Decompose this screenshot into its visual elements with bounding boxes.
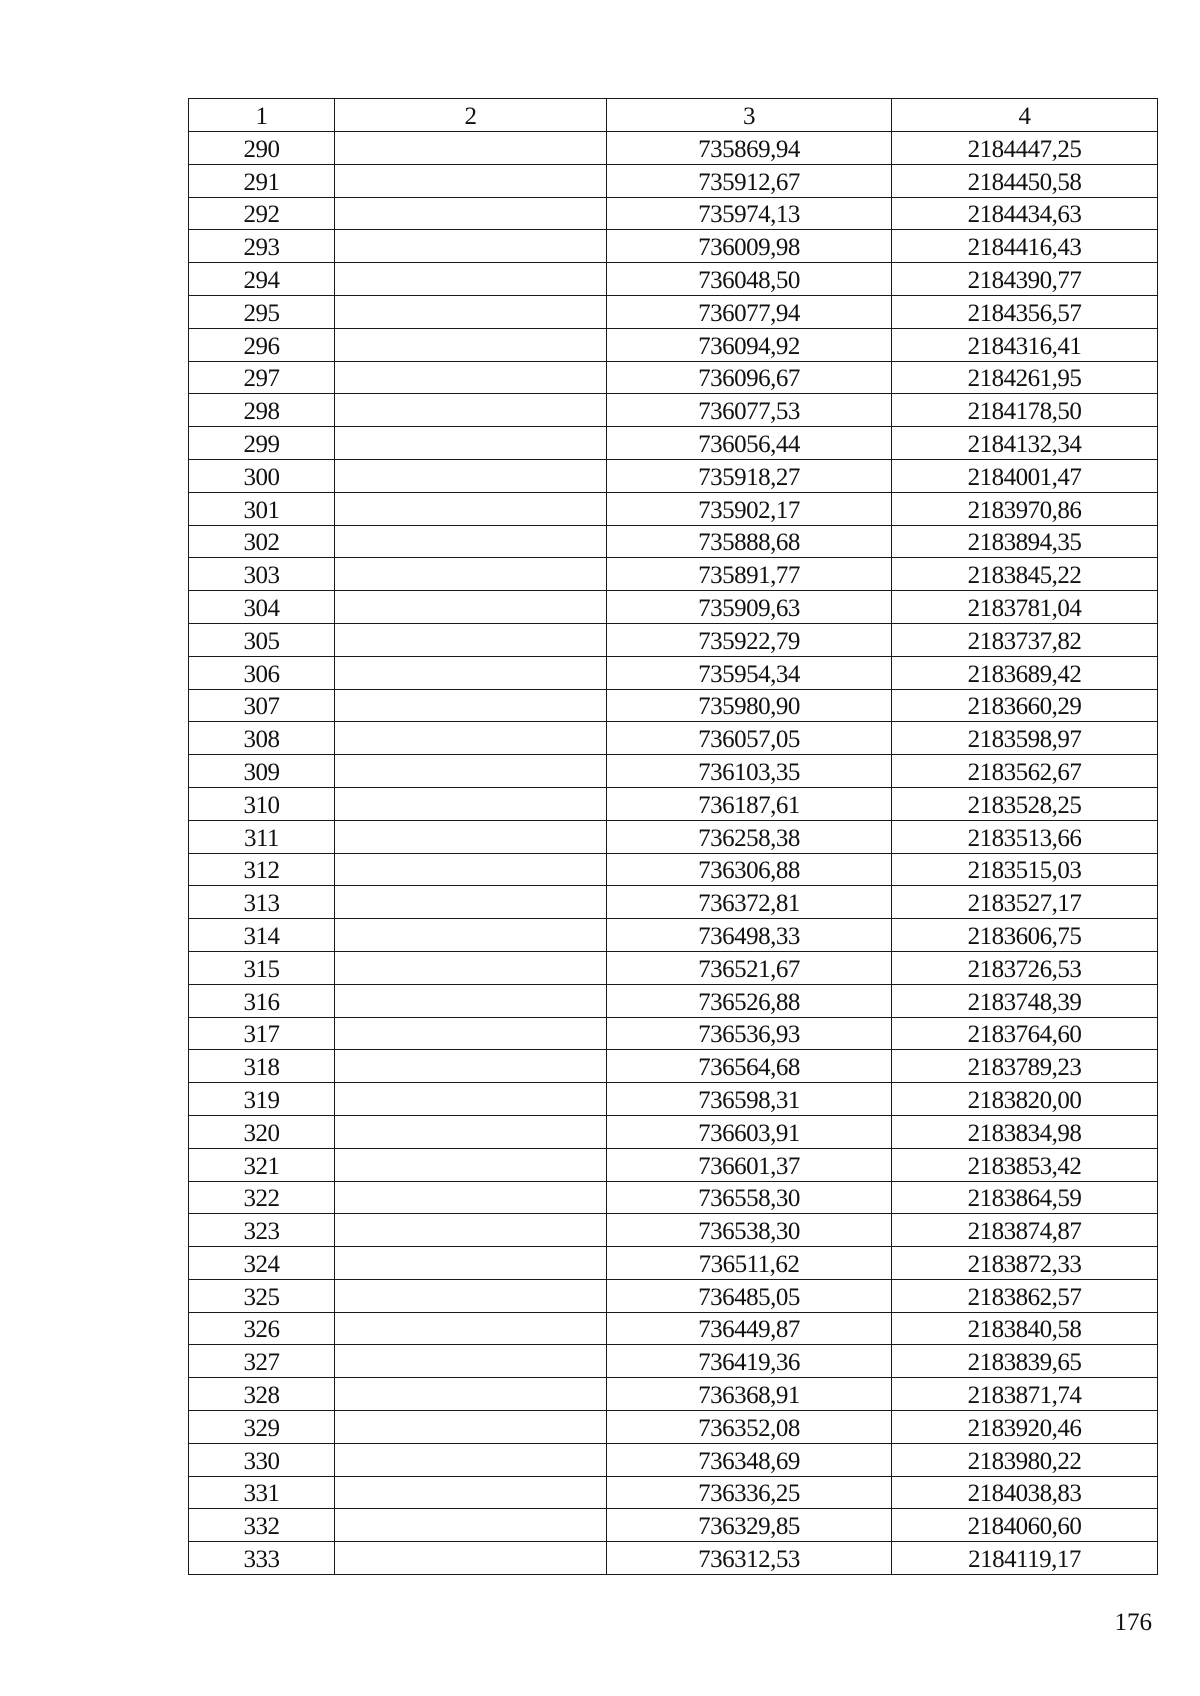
y-coordinate-cell: 2183872,33 xyxy=(892,1247,1158,1280)
y-coordinate-cell: 2183871,74 xyxy=(892,1378,1158,1411)
y-coordinate-cell: 2183874,87 xyxy=(892,1214,1158,1247)
table-row xyxy=(189,853,1158,886)
x-coordinate-cell: 735922,79 xyxy=(607,623,892,656)
point-number-cell: 316 xyxy=(189,984,335,1017)
point-number-cell: 302 xyxy=(189,525,335,558)
description-cell xyxy=(335,394,607,427)
point-number-cell: 290 xyxy=(189,132,335,165)
point-number-cell: 333 xyxy=(189,1542,335,1575)
description-cell xyxy=(335,591,607,624)
coordinates-table xyxy=(188,98,1158,1575)
description-cell xyxy=(335,1017,607,1050)
description-cell xyxy=(335,197,607,230)
point-number-cell: 332 xyxy=(189,1509,335,1542)
point-number-cell: 329 xyxy=(189,1411,335,1444)
y-coordinate-cell: 2184178,50 xyxy=(892,394,1158,427)
table-row xyxy=(189,1017,1158,1050)
description-cell xyxy=(335,1345,607,1378)
y-coordinate-cell: 2184316,41 xyxy=(892,328,1158,361)
table-row xyxy=(189,295,1158,328)
point-number-cell: 326 xyxy=(189,1312,335,1345)
point-number-cell: 315 xyxy=(189,951,335,984)
description-cell xyxy=(335,919,607,952)
y-coordinate-cell: 2183839,65 xyxy=(892,1345,1158,1378)
y-coordinate-cell: 2183862,57 xyxy=(892,1279,1158,1312)
table-row xyxy=(189,459,1158,492)
y-coordinate-cell: 2183598,97 xyxy=(892,722,1158,755)
table-row xyxy=(189,1312,1158,1345)
x-coordinate-cell: 735912,67 xyxy=(607,164,892,197)
column-header-2: 2 xyxy=(335,99,607,132)
column-header-3: 3 xyxy=(607,99,892,132)
point-number-cell: 328 xyxy=(189,1378,335,1411)
header-row xyxy=(189,99,1158,132)
table-row xyxy=(189,591,1158,624)
point-number-cell: 313 xyxy=(189,886,335,919)
description-cell xyxy=(335,755,607,788)
x-coordinate-cell: 736564,68 xyxy=(607,1050,892,1083)
y-coordinate-cell: 2183748,39 xyxy=(892,984,1158,1017)
x-coordinate-cell: 736368,91 xyxy=(607,1378,892,1411)
y-coordinate-cell: 2184119,17 xyxy=(892,1542,1158,1575)
table-row xyxy=(189,1148,1158,1181)
y-coordinate-cell: 2183737,82 xyxy=(892,623,1158,656)
table-row xyxy=(189,230,1158,263)
point-number-cell: 297 xyxy=(189,361,335,394)
y-coordinate-cell: 2184001,47 xyxy=(892,459,1158,492)
x-coordinate-cell: 736056,44 xyxy=(607,427,892,460)
table-row xyxy=(189,984,1158,1017)
point-number-cell: 304 xyxy=(189,591,335,624)
x-coordinate-cell: 736057,05 xyxy=(607,722,892,755)
table-row xyxy=(189,492,1158,525)
page-number: 176 xyxy=(1114,1609,1152,1636)
y-coordinate-cell: 2184261,95 xyxy=(892,361,1158,394)
x-coordinate-cell: 736348,69 xyxy=(607,1443,892,1476)
x-coordinate-cell: 736103,35 xyxy=(607,755,892,788)
point-number-cell: 308 xyxy=(189,722,335,755)
table-row xyxy=(189,656,1158,689)
x-coordinate-cell: 735891,77 xyxy=(607,558,892,591)
y-coordinate-cell: 2183970,86 xyxy=(892,492,1158,525)
y-coordinate-cell: 2183980,22 xyxy=(892,1443,1158,1476)
x-coordinate-cell: 735954,34 xyxy=(607,656,892,689)
y-coordinate-cell: 2183853,42 xyxy=(892,1148,1158,1181)
point-number-cell: 300 xyxy=(189,459,335,492)
description-cell xyxy=(335,1509,607,1542)
table-row xyxy=(189,1181,1158,1214)
table-row xyxy=(189,361,1158,394)
point-number-cell: 325 xyxy=(189,1279,335,1312)
x-coordinate-cell: 735909,63 xyxy=(607,591,892,624)
point-number-cell: 330 xyxy=(189,1443,335,1476)
y-coordinate-cell: 2184132,34 xyxy=(892,427,1158,460)
x-coordinate-cell: 735918,27 xyxy=(607,459,892,492)
x-coordinate-cell: 736096,67 xyxy=(607,361,892,394)
description-cell xyxy=(335,459,607,492)
description-cell xyxy=(335,1247,607,1280)
point-number-cell: 301 xyxy=(189,492,335,525)
table-row xyxy=(189,820,1158,853)
y-coordinate-cell: 2183864,59 xyxy=(892,1181,1158,1214)
table-row xyxy=(189,1279,1158,1312)
description-cell xyxy=(335,1214,607,1247)
description-cell xyxy=(335,984,607,1017)
x-coordinate-cell: 736009,98 xyxy=(607,230,892,263)
y-coordinate-cell: 2184390,77 xyxy=(892,263,1158,296)
y-coordinate-cell: 2184416,43 xyxy=(892,230,1158,263)
point-number-cell: 327 xyxy=(189,1345,335,1378)
description-cell xyxy=(335,558,607,591)
x-coordinate-cell: 736372,81 xyxy=(607,886,892,919)
table-row xyxy=(189,755,1158,788)
x-coordinate-cell: 736312,53 xyxy=(607,1542,892,1575)
table-row xyxy=(189,427,1158,460)
description-cell xyxy=(335,787,607,820)
point-number-cell: 307 xyxy=(189,689,335,722)
y-coordinate-cell: 2183789,23 xyxy=(892,1050,1158,1083)
table-row xyxy=(189,1476,1158,1509)
table-row xyxy=(189,1083,1158,1116)
description-cell xyxy=(335,689,607,722)
x-coordinate-cell: 736449,87 xyxy=(607,1312,892,1345)
y-coordinate-cell: 2184450,58 xyxy=(892,164,1158,197)
point-number-cell: 309 xyxy=(189,755,335,788)
y-coordinate-cell: 2184038,83 xyxy=(892,1476,1158,1509)
description-cell xyxy=(335,722,607,755)
table-row xyxy=(189,919,1158,952)
description-cell xyxy=(335,328,607,361)
point-number-cell: 291 xyxy=(189,164,335,197)
description-cell xyxy=(335,164,607,197)
table-body xyxy=(189,132,1158,1575)
table-row xyxy=(189,164,1158,197)
description-cell xyxy=(335,295,607,328)
y-coordinate-cell: 2183840,58 xyxy=(892,1312,1158,1345)
x-coordinate-cell: 736258,38 xyxy=(607,820,892,853)
y-coordinate-cell: 2183513,66 xyxy=(892,820,1158,853)
table-row xyxy=(189,886,1158,919)
description-cell xyxy=(335,853,607,886)
y-coordinate-cell: 2183781,04 xyxy=(892,591,1158,624)
point-number-cell: 323 xyxy=(189,1214,335,1247)
point-number-cell: 322 xyxy=(189,1181,335,1214)
description-cell xyxy=(335,1148,607,1181)
y-coordinate-cell: 2183894,35 xyxy=(892,525,1158,558)
x-coordinate-cell: 736558,30 xyxy=(607,1181,892,1214)
x-coordinate-cell: 736598,31 xyxy=(607,1083,892,1116)
y-coordinate-cell: 2183606,75 xyxy=(892,919,1158,952)
point-number-cell: 321 xyxy=(189,1148,335,1181)
description-cell xyxy=(335,1312,607,1345)
x-coordinate-cell: 735869,94 xyxy=(607,132,892,165)
table-row xyxy=(189,1509,1158,1542)
x-coordinate-cell: 736511,62 xyxy=(607,1247,892,1280)
table-row xyxy=(189,1378,1158,1411)
point-number-cell: 312 xyxy=(189,853,335,886)
point-number-cell: 314 xyxy=(189,919,335,952)
x-coordinate-cell: 736498,33 xyxy=(607,919,892,952)
x-coordinate-cell: 736526,88 xyxy=(607,984,892,1017)
table-row xyxy=(189,689,1158,722)
point-number-cell: 294 xyxy=(189,263,335,296)
table-header xyxy=(189,99,1158,132)
x-coordinate-cell: 736536,93 xyxy=(607,1017,892,1050)
description-cell xyxy=(335,1050,607,1083)
point-number-cell: 303 xyxy=(189,558,335,591)
description-cell xyxy=(335,230,607,263)
table-row xyxy=(189,558,1158,591)
description-cell xyxy=(335,525,607,558)
description-cell xyxy=(335,623,607,656)
description-cell xyxy=(335,886,607,919)
point-number-cell: 306 xyxy=(189,656,335,689)
column-header-4: 4 xyxy=(892,99,1158,132)
description-cell xyxy=(335,1542,607,1575)
x-coordinate-cell: 736187,61 xyxy=(607,787,892,820)
table-row xyxy=(189,722,1158,755)
point-number-cell: 293 xyxy=(189,230,335,263)
y-coordinate-cell: 2184447,25 xyxy=(892,132,1158,165)
description-cell xyxy=(335,1411,607,1444)
x-coordinate-cell: 736603,91 xyxy=(607,1115,892,1148)
table-row xyxy=(189,197,1158,230)
x-coordinate-cell: 736521,67 xyxy=(607,951,892,984)
y-coordinate-cell: 2183845,22 xyxy=(892,558,1158,591)
table-row xyxy=(189,394,1158,427)
description-cell xyxy=(335,1476,607,1509)
description-cell xyxy=(335,1443,607,1476)
y-coordinate-cell: 2184356,57 xyxy=(892,295,1158,328)
description-cell xyxy=(335,132,607,165)
y-coordinate-cell: 2183515,03 xyxy=(892,853,1158,886)
table-row xyxy=(189,951,1158,984)
description-cell xyxy=(335,427,607,460)
y-coordinate-cell: 2183726,53 xyxy=(892,951,1158,984)
table-row xyxy=(189,623,1158,656)
description-cell xyxy=(335,1115,607,1148)
y-coordinate-cell: 2183527,17 xyxy=(892,886,1158,919)
description-cell xyxy=(335,1279,607,1312)
y-coordinate-cell: 2183689,42 xyxy=(892,656,1158,689)
description-cell xyxy=(335,820,607,853)
x-coordinate-cell: 736077,94 xyxy=(607,295,892,328)
y-coordinate-cell: 2183820,00 xyxy=(892,1083,1158,1116)
description-cell xyxy=(335,656,607,689)
y-coordinate-cell: 2183920,46 xyxy=(892,1411,1158,1444)
point-number-cell: 305 xyxy=(189,623,335,656)
x-coordinate-cell: 736601,37 xyxy=(607,1148,892,1181)
table-row xyxy=(189,787,1158,820)
point-number-cell: 295 xyxy=(189,295,335,328)
table-row xyxy=(189,328,1158,361)
table-row xyxy=(189,525,1158,558)
point-number-cell: 324 xyxy=(189,1247,335,1280)
x-coordinate-cell: 735902,17 xyxy=(607,492,892,525)
x-coordinate-cell: 735974,13 xyxy=(607,197,892,230)
table-row xyxy=(189,1050,1158,1083)
y-coordinate-cell: 2183528,25 xyxy=(892,787,1158,820)
point-number-cell: 310 xyxy=(189,787,335,820)
x-coordinate-cell: 736419,36 xyxy=(607,1345,892,1378)
description-cell xyxy=(335,263,607,296)
description-cell xyxy=(335,492,607,525)
x-coordinate-cell: 736538,30 xyxy=(607,1214,892,1247)
x-coordinate-cell: 736329,85 xyxy=(607,1509,892,1542)
y-coordinate-cell: 2183764,60 xyxy=(892,1017,1158,1050)
table-row xyxy=(189,1443,1158,1476)
y-coordinate-cell: 2184060,60 xyxy=(892,1509,1158,1542)
x-coordinate-cell: 736077,53 xyxy=(607,394,892,427)
table-row xyxy=(189,132,1158,165)
y-coordinate-cell: 2183660,29 xyxy=(892,689,1158,722)
table-row xyxy=(189,263,1158,296)
description-cell xyxy=(335,361,607,394)
table-row xyxy=(189,1214,1158,1247)
x-coordinate-cell: 736306,88 xyxy=(607,853,892,886)
description-cell xyxy=(335,1083,607,1116)
description-cell xyxy=(335,951,607,984)
y-coordinate-cell: 2183834,98 xyxy=(892,1115,1158,1148)
y-coordinate-cell: 2184434,63 xyxy=(892,197,1158,230)
description-cell xyxy=(335,1378,607,1411)
description-cell xyxy=(335,1181,607,1214)
table-row xyxy=(189,1542,1158,1575)
x-coordinate-cell: 735980,90 xyxy=(607,689,892,722)
point-number-cell: 320 xyxy=(189,1115,335,1148)
column-header-1: 1 xyxy=(189,99,335,132)
point-number-cell: 331 xyxy=(189,1476,335,1509)
point-number-cell: 292 xyxy=(189,197,335,230)
x-coordinate-cell: 736094,92 xyxy=(607,328,892,361)
x-coordinate-cell: 736352,08 xyxy=(607,1411,892,1444)
point-number-cell: 317 xyxy=(189,1017,335,1050)
table-row xyxy=(189,1247,1158,1280)
point-number-cell: 318 xyxy=(189,1050,335,1083)
x-coordinate-cell: 736336,25 xyxy=(607,1476,892,1509)
x-coordinate-cell: 736485,05 xyxy=(607,1279,892,1312)
table-row xyxy=(189,1411,1158,1444)
x-coordinate-cell: 735888,68 xyxy=(607,525,892,558)
point-number-cell: 319 xyxy=(189,1083,335,1116)
point-number-cell: 298 xyxy=(189,394,335,427)
table-row xyxy=(189,1115,1158,1148)
table-row xyxy=(189,1345,1158,1378)
point-number-cell: 296 xyxy=(189,328,335,361)
point-number-cell: 299 xyxy=(189,427,335,460)
y-coordinate-cell: 2183562,67 xyxy=(892,755,1158,788)
point-number-cell: 311 xyxy=(189,820,335,853)
x-coordinate-cell: 736048,50 xyxy=(607,263,892,296)
